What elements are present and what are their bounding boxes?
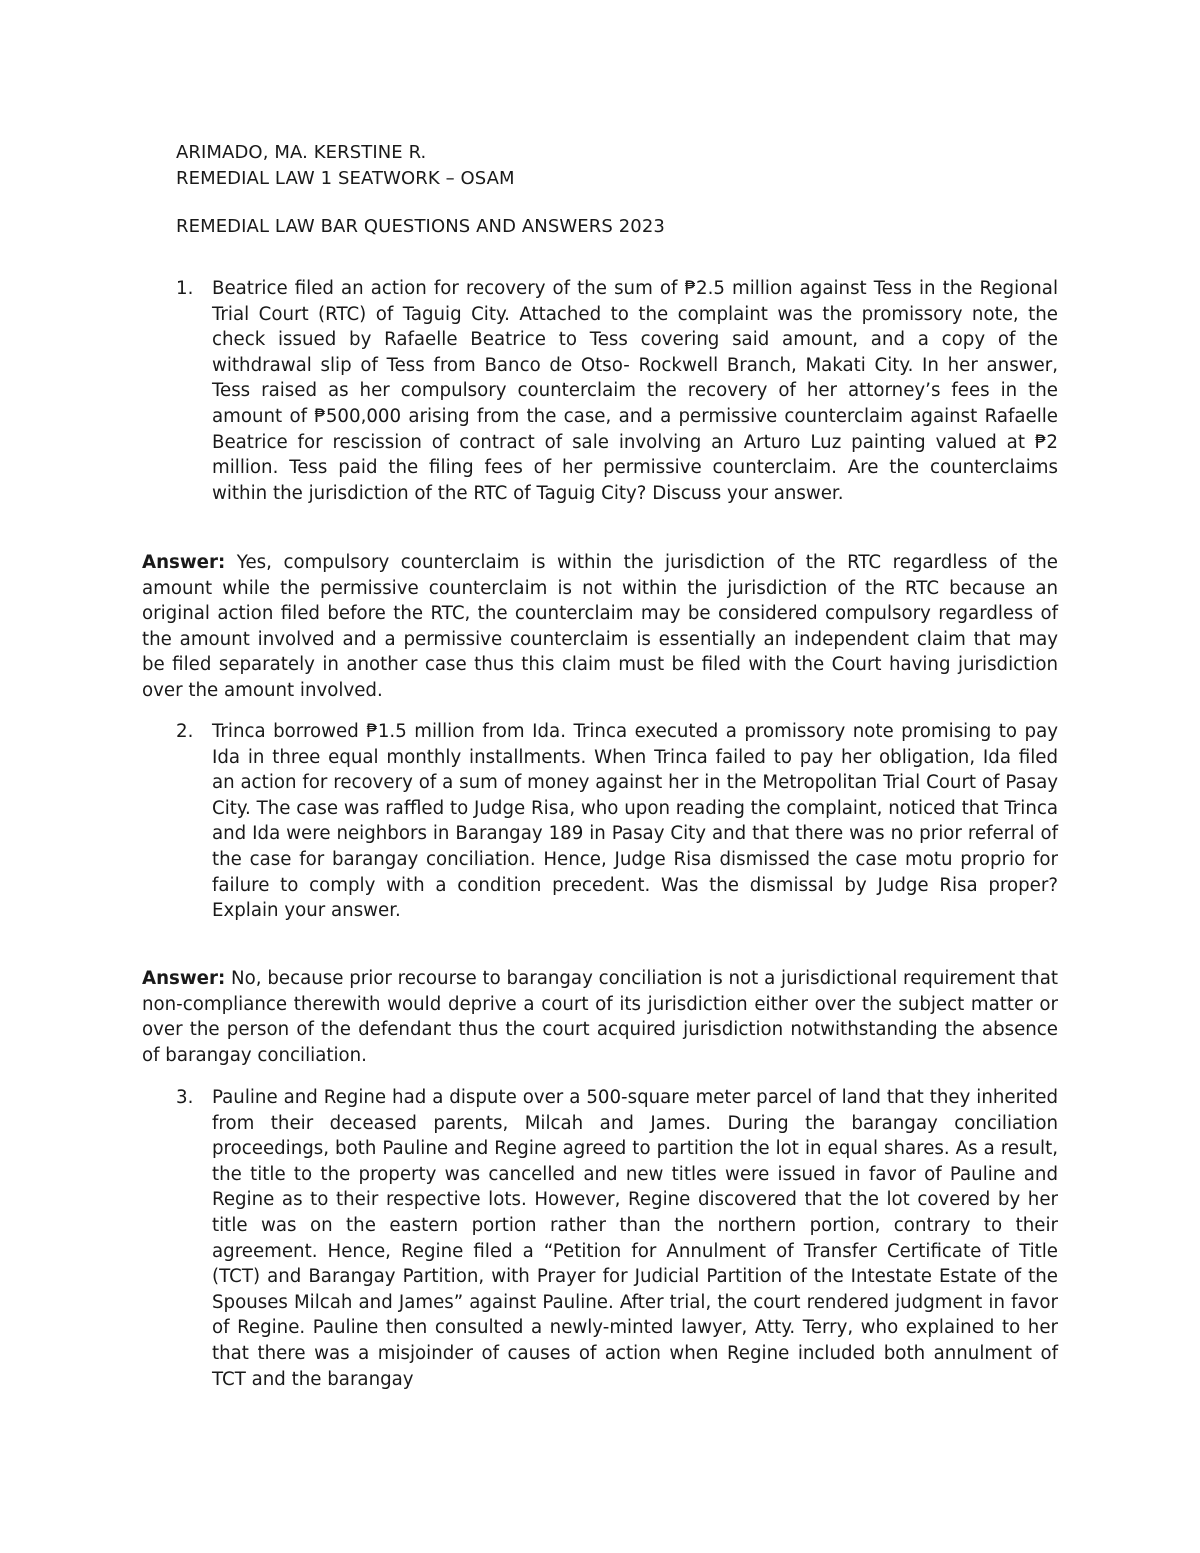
question-text: Trinca borrowed ₱1.5 million from Ida. Trinca executed a promissory note promising to pay Ida in three equal monthly installments. When Trinca failed to pay her obligation, Ida filed an action for recovery of a sum of money against her in the Metropolitan Trial Court of Pasay City. The case was raffled to Judge Risa, who upon reading the complaint, noticed that Trinca and Ida were neighbors in Barangay 189 in Pasay City and that there was no prior referral of the case for barangay conciliation. Hence, Judge Risa dismissed the case motu proprio for failure to comply with a condition precedent. Was the dismissal by Judge Risa proper? Explain your answer. bbox=[212, 721, 1058, 922]
author-name: ARIMADO, MA. KERSTINE R. bbox=[176, 142, 427, 163]
answer-text: Yes, compulsory counterclaim is within the jurisdiction of the RTC regardless of the amount while the permissive counterclaim is not within the jurisdiction of the RTC because an original action filed before the RTC, the counterclaim may be considered compulsory regardless of the amount involved and a permissive counterclaim is essentially an independent claim that may be filed separately in another case thus this claim must be filed with the Court having jurisdiction over the amount involved. bbox=[142, 552, 1058, 701]
document-title: REMEDIAL LAW BAR QUESTIONS AND ANSWERS 2023 bbox=[176, 216, 665, 237]
question-number: 1. bbox=[176, 278, 194, 299]
answer-label: Answer: bbox=[142, 968, 226, 989]
question-number: 3. bbox=[176, 1087, 194, 1108]
question-item-3 bbox=[176, 1085, 1058, 1392]
question-text: Beatrice filed an action for recovery of the sum of ₱2.5 million against Tess in the Regional Trial Court (RTC) of Taguig City. Attached to the complaint was the promissory note, the check issued by Rafaelle Beatrice to Tess covering said amount, and a copy of the withdrawal slip of Tess from Banco de Otso- Rockwell Branch, Makati City. In her answer, Tess raised as her compulsory counterclaim the recovery of her attorney’s fees in the amount of ₱500,000 arising from the case, and a permissive counterclaim against Rafaelle Beatrice for rescission of contract of sale involving an Arturo Luz painting valued at ₱2 million. Tess paid the filing fees of her permissive counterclaim. Are the counterclaims within the jurisdiction of the RTC of Taguig City? Discuss your answer. bbox=[212, 278, 1058, 504]
question-number: 2. bbox=[176, 721, 194, 742]
question-item-2 bbox=[176, 719, 1058, 924]
answer-block-1 bbox=[142, 550, 1058, 704]
answer-label: Answer: bbox=[142, 552, 226, 573]
question-item-1 bbox=[176, 276, 1058, 506]
question-text: Pauline and Regine had a dispute over a 500-square meter parcel of land that they inherited from their deceased parents, Milcah and James. During the barangay conciliation proceedings, both Pauline and Regine agreed to partition the lot in equal shares. As a result, the title to the property was cancelled and new titles were issued in favor of Pauline and Regine as to their respective lots. However, Regine discovered that the lot covered by her title was on the eastern portion rather than the northern portion, contrary to their agreement. Hence, Regine filed a “Petition for Annulment of Transfer Certificate of Title (TCT) and Barangay Partition, with Prayer for Judicial Partition of the Intestate Estate of the Spouses Milcah and James” against Pauline. After trial, the court rendered judgment in favor of Regine. Pauline then consulted a newly-minted lawyer, Atty. Terry, who explained to her that there was a misjoinder of causes of action when Regine included both annulment of TCT and the barangay bbox=[212, 1087, 1058, 1390]
answer-block-2 bbox=[142, 966, 1058, 1068]
answer-text: No, because prior recourse to barangay conciliation is not a jurisdictional requirement that non-compliance therewith would deprive a court of its jurisdiction either over the subject matter or over the person of the defendant thus the court acquired jurisdiction notwithstanding the absence of barangay conciliation. bbox=[142, 968, 1058, 1066]
course-title: REMEDIAL LAW 1 SEATWORK – OSAM bbox=[176, 168, 515, 189]
